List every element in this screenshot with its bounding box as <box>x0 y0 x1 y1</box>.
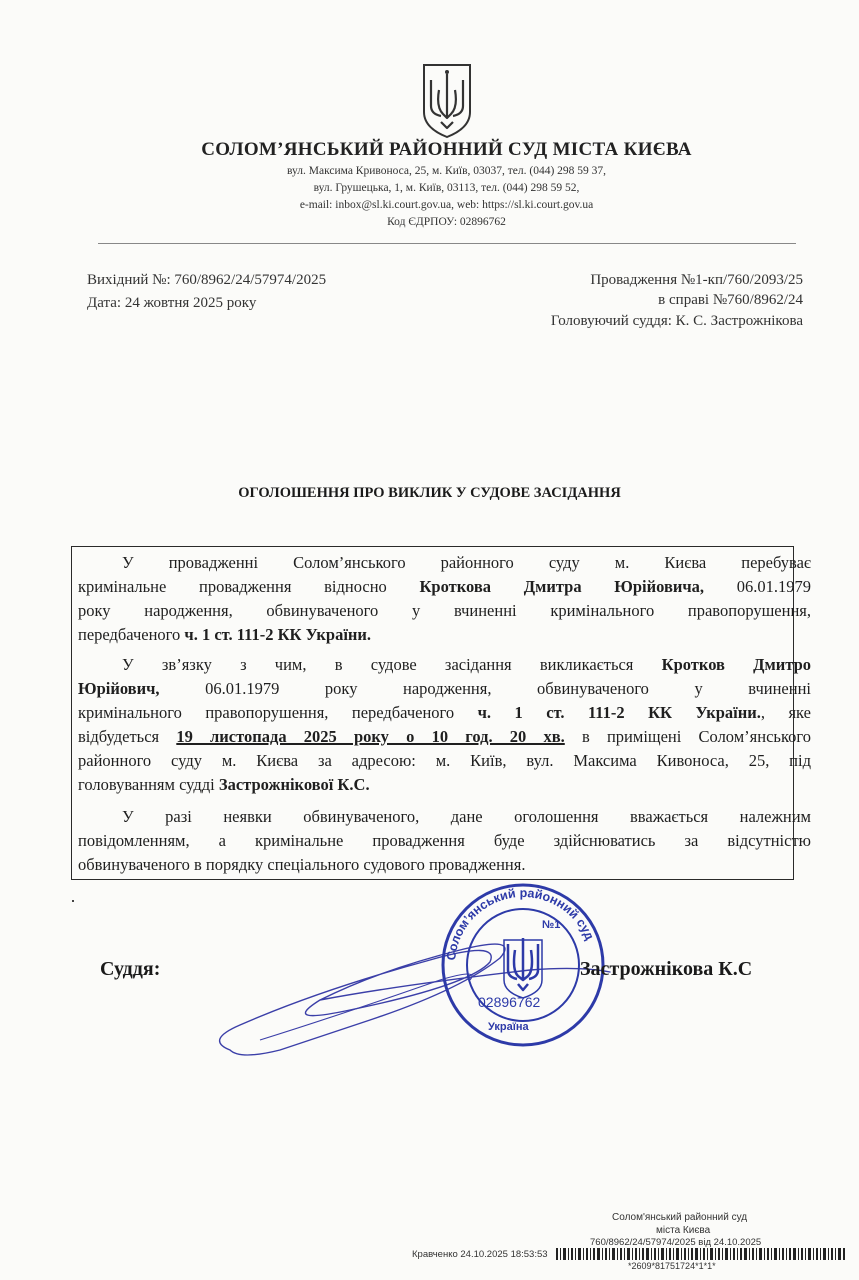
footer-court: Солом'янський районний суд <box>612 1212 748 1223</box>
stamp-ring-text: Солом’янський районний суд <box>444 885 597 962</box>
paragraph-3-line-2: повідомленням, а кримінальне провадження буде здійснюватись за відсутністю <box>78 831 811 850</box>
outgoing-number: Вихідний №: 760/8962/24/57974/2025 <box>87 272 327 288</box>
stamp-trident-icon <box>508 938 538 990</box>
judge-name: Застрожнікова К.С <box>580 958 753 980</box>
header-divider <box>98 243 796 244</box>
trident-icon <box>421 62 473 140</box>
address-line-1: вул. Максима Кривоноса, 25, м. Київ, 03037, тел. (044) 298 59 37, <box>286 165 607 177</box>
paragraph-2-line-5: районного суду м. Києва за адресою: м. Київ, вул. Максима Кивоноса, 25, під <box>78 751 811 770</box>
defendant-name: Кроткова Дмитра Юрійовича, <box>419 577 705 596</box>
contacts-line: e-mail: inbox@sl.ki.court.gov.ua, web: https://sl.ki.court.gov.ua <box>299 199 594 211</box>
presiding-judge: Головуючий суддя: К. С. Застрожнікова <box>550 313 803 329</box>
paragraph-2-line-3: кримінального правопорушення, передбаченого ч. 1 ст. 111-2 КК України., яке <box>78 703 811 722</box>
document-title: ОГОЛОШЕННЯ ПРО ВИКЛИК У СУДОВЕ ЗАСІДАННЯ <box>238 485 621 501</box>
footer-clerk-stamp: Кравченко 24.10.2025 18:53:53 <box>412 1249 548 1260</box>
paragraph-3-line-3: обвинуваченого в порядку спеціального судового провадження. <box>78 855 526 874</box>
judge-label: Суддя: <box>100 958 161 980</box>
barcode-text: *2609*81751724*1*1* <box>628 1261 716 1271</box>
paragraph-2-line-2: Юрійович, 06.01.1979 року народження, обвинуваченого у вчиненні <box>78 679 811 698</box>
barcode <box>556 1248 846 1260</box>
paragraph-1-line-1: У провадженні Солом’янського районного суду м. Києва перебуває <box>122 553 811 572</box>
proceeding-number: Провадження №1-кп/760/2093/25 <box>590 272 803 288</box>
stamp-number: №1 <box>542 919 561 931</box>
address-line-2: вул. Грушецька, 1, м. Київ, 03113, тел. (044) 298 59 52, <box>313 182 580 194</box>
article-reference: ч. 1 ст. 111-2 КК України. <box>184 625 372 644</box>
paragraph-3-line-1: У разі неявки обвинуваченого, дане оголошення вважається належним <box>122 807 811 826</box>
hearing-datetime: 19 листопада 2025 року о 10 год. 20 хв. <box>176 727 565 746</box>
paragraph-1-line-4: передбаченого ч. 1 ст. 111-2 КК України. <box>78 625 372 644</box>
edrpou-code: Код ЄДРПОУ: 02896762 <box>387 216 506 228</box>
paragraph-1-line-2: кримінальне провадження відносно Кроткова Дмитра Юрійовича, 06.01.1979 <box>78 577 811 596</box>
footer-registration: 760/8962/24/57974/2025 від 24.10.2025 <box>590 1237 762 1248</box>
paragraph-1-line-3: року народження, обвинуваченого у вчиненні кримінального правопорушення, <box>78 601 811 620</box>
paragraph-2-line-6: головуванням судді Застрожнікової К.С. <box>78 775 370 794</box>
stray-mark <box>72 900 74 902</box>
case-number: в справі №760/8962/24 <box>658 292 803 308</box>
paragraph-2-line-1: У зв’язку з чим, в судове засідання викликається Кротков Дмитро <box>122 655 811 674</box>
footer-city: міста Києва <box>656 1225 711 1236</box>
paragraph-2-line-4: відбудеться 19 листопада 2025 року о 10 год. 20 хв. в приміщені Солом’янського <box>78 727 811 746</box>
document-date: Дата: 24 жовтня 2025 року <box>87 295 257 311</box>
court-name: СОЛОМ’ЯНСЬКИЙ РАЙОННИЙ СУД МІСТА КИЄВА <box>201 139 692 160</box>
stamp-country: Україна <box>488 1021 529 1033</box>
stamp-code: 02896762 <box>478 994 541 1010</box>
